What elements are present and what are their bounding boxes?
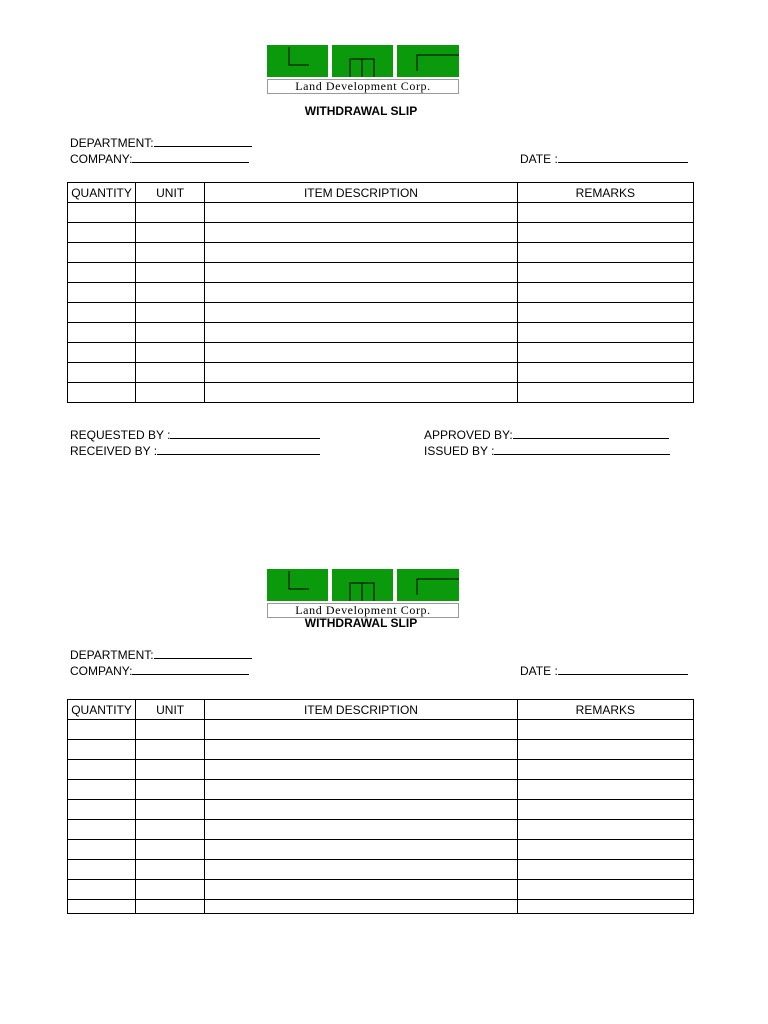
logo-block-m-icon bbox=[332, 569, 393, 601]
department-field[interactable] bbox=[70, 647, 252, 662]
approved-by-label: APPROVED BY: bbox=[424, 428, 513, 442]
company-logo bbox=[267, 569, 459, 617]
date-label: DATE : bbox=[520, 152, 558, 166]
table-row[interactable] bbox=[68, 780, 694, 800]
slip-title: WITHDRAWAL SLIP bbox=[304, 104, 418, 118]
col-remarks-header: REMARKS bbox=[517, 183, 693, 203]
table-row[interactable] bbox=[68, 800, 694, 820]
table-row[interactable] bbox=[68, 900, 694, 914]
col-quantity-header: QUANTITY bbox=[68, 700, 136, 720]
table-row[interactable] bbox=[68, 820, 694, 840]
company-label: COMPANY: bbox=[70, 152, 133, 166]
logo-blocks bbox=[267, 569, 459, 601]
logo-tagline: Land Development Corp. bbox=[267, 79, 459, 94]
logo-block-l-icon bbox=[267, 569, 328, 601]
date-label: DATE : bbox=[520, 664, 558, 678]
items-table bbox=[67, 699, 694, 914]
table-row[interactable] bbox=[68, 860, 694, 880]
table-header-row bbox=[68, 700, 694, 720]
col-item-description-header: ITEM DESCRIPTION bbox=[205, 700, 517, 720]
col-remarks-header: REMARKS bbox=[517, 700, 693, 720]
received-by-label: RECEIVED BY : bbox=[70, 444, 158, 458]
table-row[interactable] bbox=[68, 720, 694, 740]
company-label: COMPANY: bbox=[70, 664, 133, 678]
issued-by-label: ISSUED BY : bbox=[424, 444, 495, 458]
requested-by-label: REQUESTED BY : bbox=[70, 428, 171, 442]
department-label: DEPARTMENT: bbox=[70, 648, 154, 662]
logo-block-c-icon bbox=[397, 569, 459, 601]
col-item-description-header: ITEM DESCRIPTION bbox=[205, 183, 517, 203]
date-field[interactable] bbox=[520, 663, 688, 678]
logo-tagline: Land Development Corp. bbox=[267, 603, 459, 618]
slip-title: WITHDRAWAL SLIP bbox=[304, 616, 418, 630]
company-field[interactable] bbox=[70, 663, 249, 678]
department-label: DEPARTMENT: bbox=[70, 136, 154, 150]
col-quantity-header: QUANTITY bbox=[68, 183, 136, 203]
col-unit-header: UNIT bbox=[136, 183, 205, 203]
col-unit-header: UNIT bbox=[136, 700, 205, 720]
table-row[interactable] bbox=[68, 880, 694, 900]
table-row[interactable] bbox=[68, 840, 694, 860]
table-row[interactable] bbox=[68, 760, 694, 780]
table-row[interactable] bbox=[68, 740, 694, 760]
